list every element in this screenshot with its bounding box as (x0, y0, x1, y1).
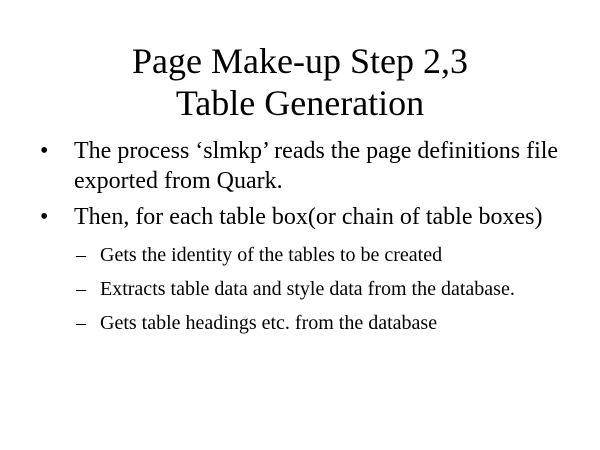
bullet-item (40, 136, 580, 196)
slide-title (0, 40, 600, 124)
sub-bullet-text: Extracts table data and style data from the database. (100, 278, 515, 300)
bullet-text: Then, for each table box(or chain of table boxes) (74, 204, 543, 230)
title-line-1: Page Make-up Step 2,3 (132, 41, 468, 81)
sub-bullet-marker: – (76, 278, 86, 300)
sub-bullet-marker: – (76, 312, 86, 334)
sub-bullet-item (76, 242, 580, 268)
sub-bullet-marker: – (76, 244, 86, 266)
bullet-marker: • (40, 204, 49, 230)
sub-bullet-text: Gets table headings etc. from the database (100, 312, 438, 334)
bullet-text: The process ‘slmkp’ reads the page definitions file exported from Quark. (74, 138, 559, 194)
sub-bullet-text: Gets the identity of the tables to be created (100, 244, 443, 266)
sub-bullet-item (76, 276, 580, 302)
bullet-list (40, 136, 580, 344)
bullet-marker: • (40, 138, 49, 164)
title-line-2: Table Generation (175, 83, 425, 123)
sub-bullet-group (40, 242, 580, 336)
sub-bullet-item (76, 310, 580, 336)
sub-bullet-list (40, 242, 580, 336)
bullet-item (40, 202, 580, 232)
